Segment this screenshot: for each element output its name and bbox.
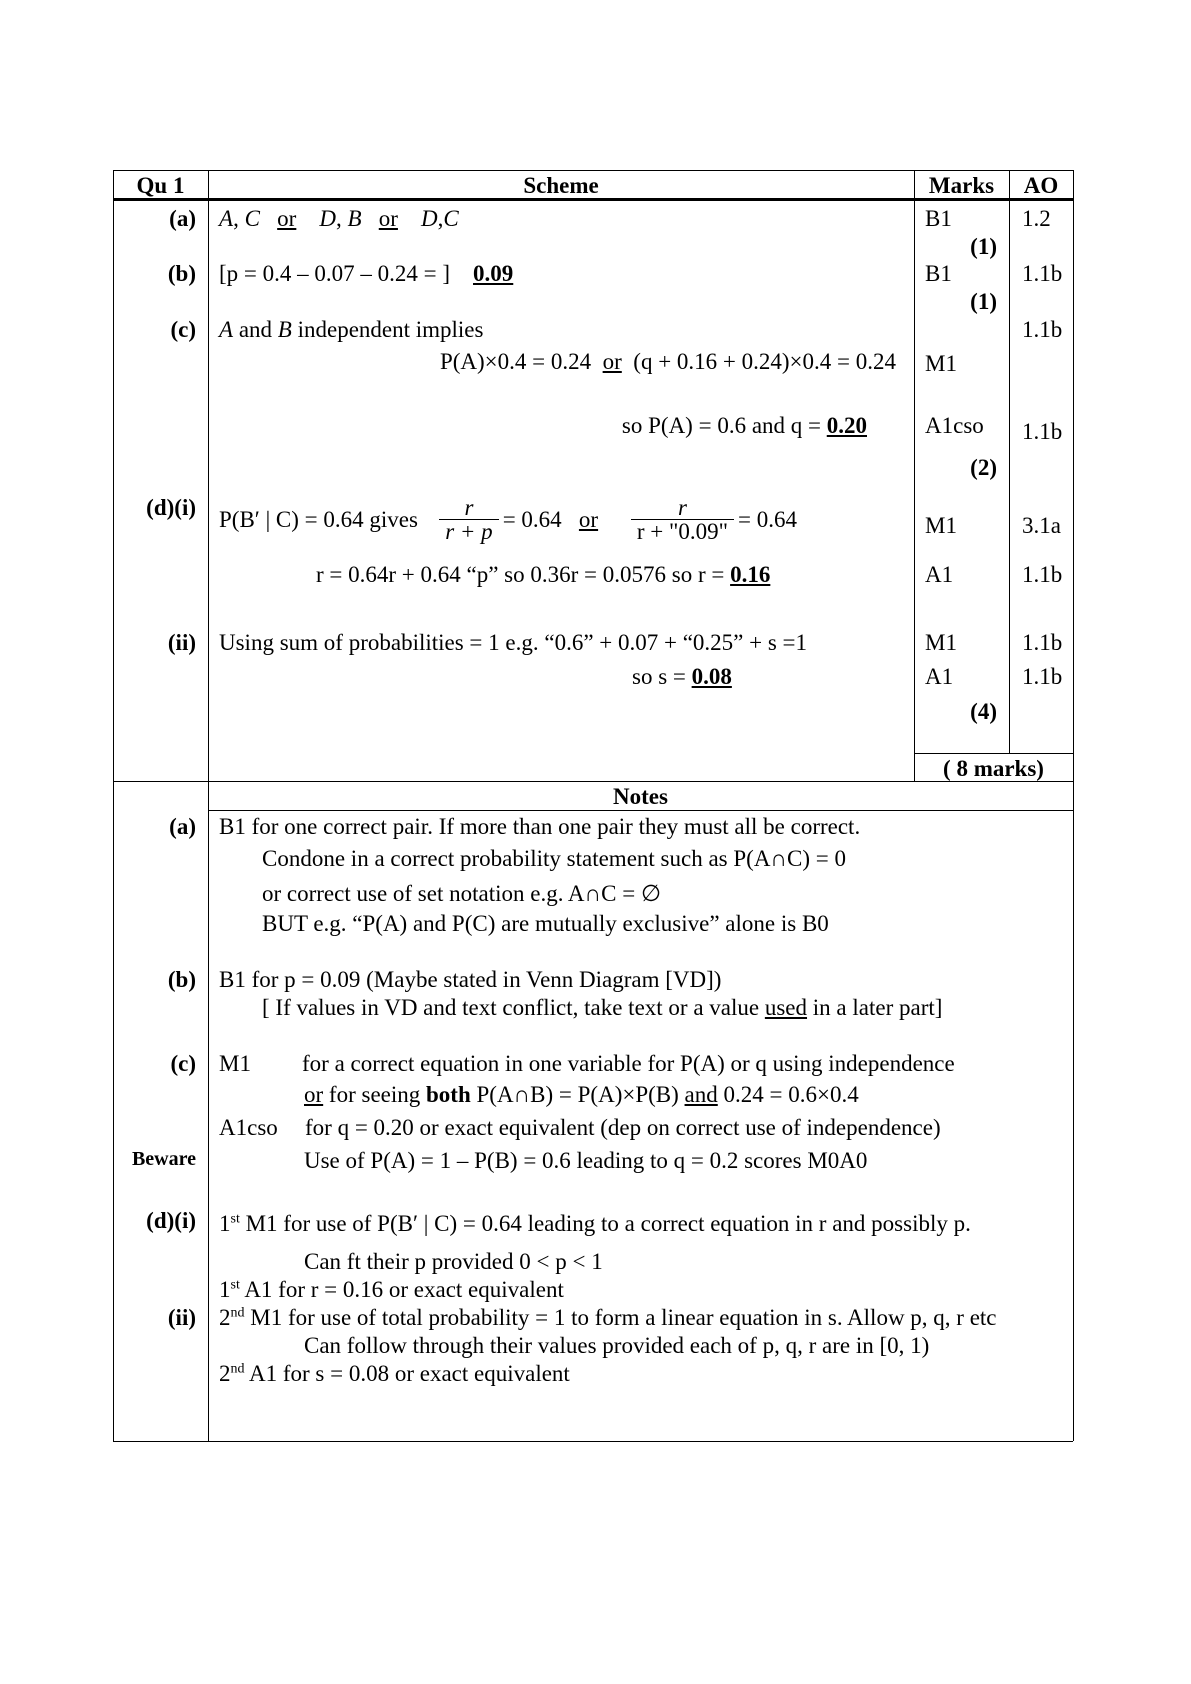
part-d-ao3: 1.1b (1022, 630, 1063, 655)
part-b-total: (1) (970, 289, 997, 314)
notes-d-a2-line: 2nd A1 for s = 0.08 or exact equivalent (219, 1361, 570, 1386)
notes-a-line4: BUT e.g. “P(A) and P(C) are mutually exclusive” alone is B0 (262, 911, 829, 936)
part-c-ao1: 1.1b (1022, 317, 1063, 342)
notes-b-line2: [ If values in VD and text conflict, take text or a value used in a later part] (262, 995, 943, 1020)
header-scheme: Scheme (523, 173, 599, 198)
part-b-label: (b) (167, 261, 196, 286)
scheme-marks-divider (914, 170, 915, 781)
notes-c-m1-text: for a correct equation in one variable for P(A) or q using independence (302, 1051, 955, 1076)
header-ao: AO (1023, 173, 1059, 198)
part-c-mark2: A1cso (925, 413, 984, 438)
table-right-border (1073, 170, 1074, 1441)
part-d-ii-line2: so s = 0.08 (632, 664, 732, 689)
part-c-total: (2) (970, 455, 997, 480)
table-top-border (113, 170, 1073, 171)
notes-c-m1-label: M1 (219, 1051, 251, 1076)
part-c-label: (c) (170, 317, 196, 342)
marks-ao-divider (1009, 170, 1010, 753)
notes-b-line1: B1 for p = 0.09 (Maybe stated in Venn Diagram [VD]) (219, 967, 722, 992)
notes-title-bottom-border (208, 810, 1073, 811)
part-b-mark: B1 (925, 261, 952, 286)
header-marks: Marks (928, 173, 995, 198)
part-d-ii-line1: Using sum of probabilities = 1 e.g. “0.6” + 0.07 + “0.25” + s =1 (219, 630, 808, 655)
part-a-label: (a) (169, 206, 196, 231)
part-c-ao2: 1.1b (1022, 419, 1063, 444)
part-d-i-line2: r = 0.64r + 0.64 “p” so 0.36r = 0.0576 so r = 0.16 (316, 562, 771, 587)
part-d-total: (4) (970, 699, 997, 724)
fraction-r-over-r-plus-009: $\frac{r}{r + "0.09"}$ (631, 496, 734, 543)
part-a-total: (1) (970, 234, 997, 259)
notes-d-i-label: (d)(i) (146, 1208, 196, 1233)
part-d-mark1: M1 (925, 513, 957, 538)
notes-d-ii-label: (ii) (167, 1305, 196, 1330)
notes-a-line2: Condone in a correct probability statement such as P(A∩C) = 0 (262, 846, 847, 871)
notes-c-line4: Use of P(A) = 1 – P(B) = 0.6 leading to q = 0.2 scores M0A0 (304, 1148, 868, 1173)
table-bottom-border (113, 1441, 1073, 1442)
total-marks: ( 8 marks) (943, 756, 1044, 781)
header-bottom-border (113, 198, 1073, 201)
notes-c-label: (c) (170, 1051, 196, 1076)
part-d-i-label: (d)(i) (146, 495, 196, 520)
part-c-equation: P(A)×0.4 = 0.24 or (q + 0.16 + 0.24)×0.4 = 0.24 (439, 349, 896, 374)
part-c-line1: A and B independent implies (219, 317, 484, 342)
notes-d-m1-line2: Can ft their p provided 0 < p < 1 (304, 1249, 603, 1274)
part-c-mark1: M1 (925, 351, 957, 376)
part-d-ii-label: (ii) (167, 630, 196, 655)
part-d-ao2: 1.1b (1022, 562, 1063, 587)
notes-c-line2: or for seeing both P(A∩B) = P(A)×P(B) and 0.24 = 0.6×0.4 (304, 1082, 859, 1107)
part-d-i-equation: P(B′ | C) = 0.64 gives $\frac{r}{r + p}$ = 0.64 or $\frac{r}{r + "0.09"}$ = 0.64 (219, 495, 797, 544)
notes-d-m2-line: 2nd M1 for use of total probability = 1 to form a linear equation in s. Allow p, q, r etc (219, 1305, 997, 1330)
part-a-answer: A, C or D, B or D,C (219, 206, 459, 231)
part-a-mark: B1 (925, 206, 952, 231)
part-d-ao1: 3.1a (1022, 513, 1061, 538)
notes-beware-label: Beware (131, 1148, 196, 1170)
part-d-mark3: M1 (925, 630, 957, 655)
notes-b-label: (b) (167, 967, 196, 992)
notes-c-a1-label: A1cso (219, 1115, 278, 1140)
part-d-mark4: A1 (925, 664, 954, 689)
part-b-ao: 1.1b (1022, 261, 1063, 286)
notes-a-line1: B1 for one correct pair. If more than one pair they must all be correct. (219, 814, 861, 839)
notes-c-a1-text: for q = 0.20 or exact equivalent (dep on correct use of independence) (305, 1115, 941, 1140)
total-marks-top-border (914, 753, 1073, 754)
notes-d-m2-line2: Can follow through their values provided each of p, q, r are in [0, 1) (304, 1333, 930, 1358)
scheme-bottom-border (113, 781, 1073, 782)
part-c-line3: so P(A) = 0.6 and q = 0.20 (621, 413, 867, 438)
notes-d-a1-line: 1st A1 for r = 0.16 or exact equivalent (219, 1277, 564, 1302)
part-d-ao4: 1.1b (1022, 664, 1063, 689)
notes-a-label: (a) (169, 814, 196, 839)
part-b-answer: [p = 0.4 – 0.07 – 0.24 = ] 0.09 (219, 261, 514, 286)
header-qu: Qu 1 (136, 173, 185, 198)
part-a-ao: 1.2 (1022, 206, 1051, 231)
fraction-r-over-r-plus-p: $\frac{r}{r + p}$ (439, 496, 498, 543)
table-left-border (113, 170, 114, 1441)
notes-d-m1-line: 1st M1 for use of P(B′ | C) = 0.64 leading to a correct equation in r and possibly p. (219, 1211, 971, 1236)
part-d-mark2: A1 (925, 562, 954, 587)
notes-title: Notes (613, 784, 668, 809)
notes-a-line3: or correct use of set notation e.g. A∩C = ∅ (262, 881, 661, 906)
